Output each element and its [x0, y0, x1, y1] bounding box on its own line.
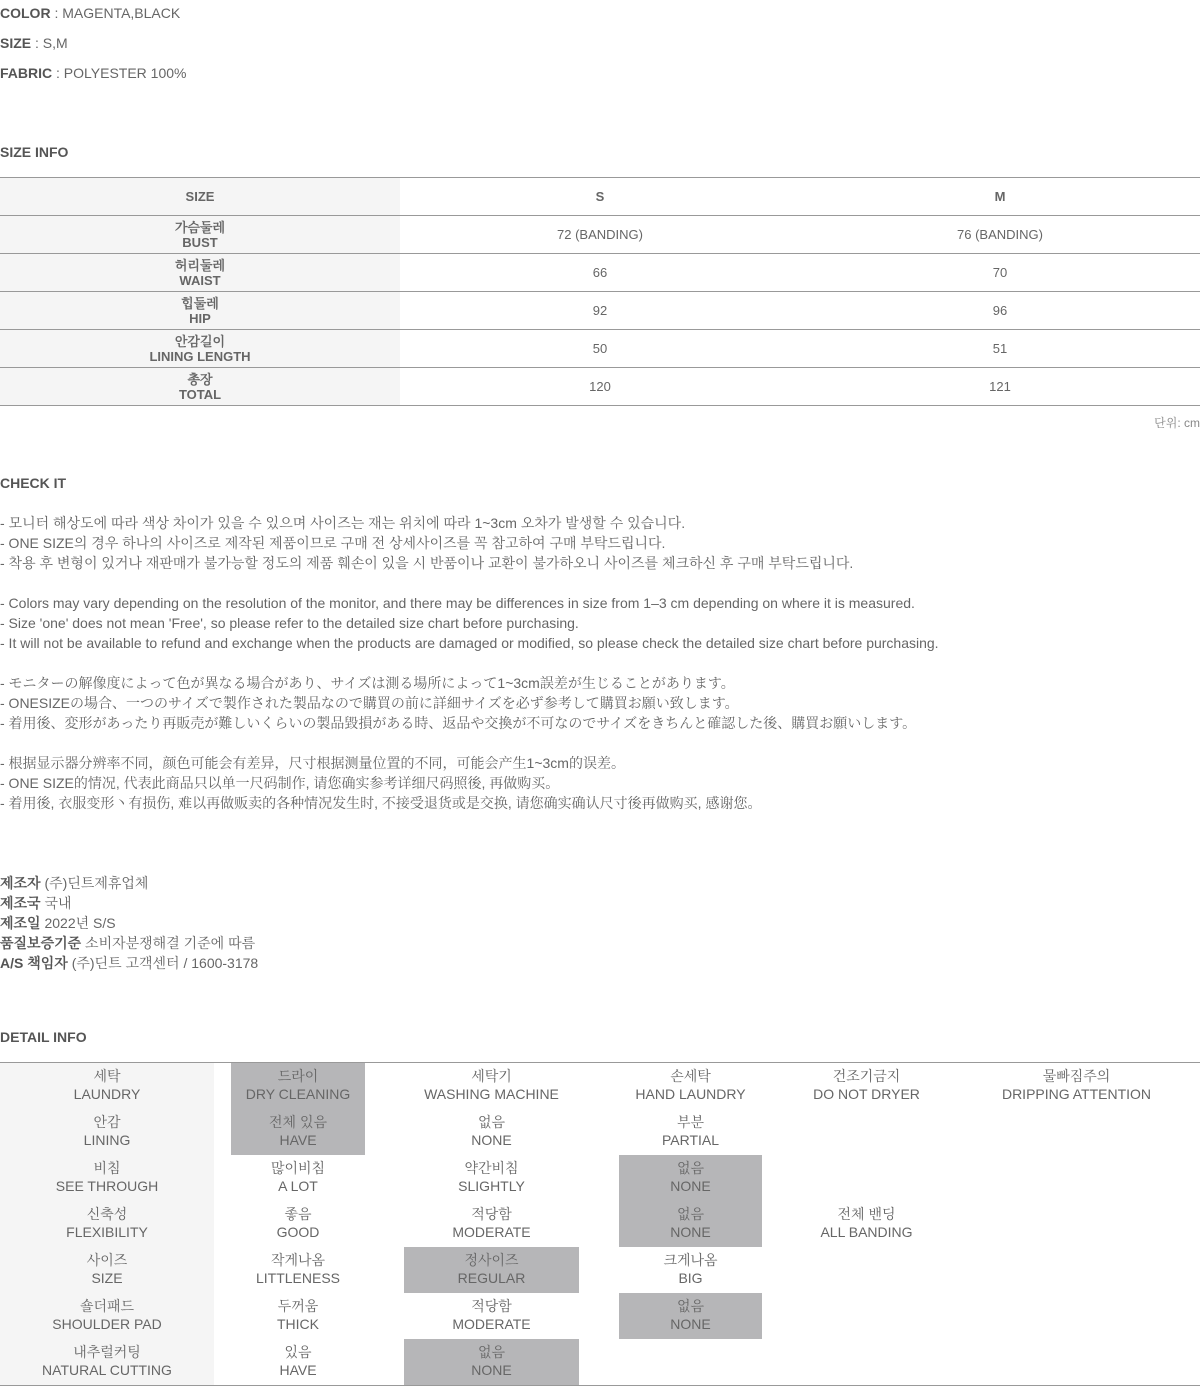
- notes-chinese: [0, 753, 939, 813]
- detail-option: 많이비침 A LOT: [270, 1160, 326, 1194]
- note-line: - ONE SIZE的情况, 代表此商品只以单一尺码制作, 请您确实参考详细尺码照後, 再做购买。: [0, 775, 560, 791]
- spec-fabric: FABRIC : POLYESTER 100%: [0, 65, 187, 81]
- detail-row-label: 숄더패드 SHOULDER PAD: [52, 1298, 162, 1332]
- detail-option: 있음 HAVE: [279, 1344, 317, 1378]
- notes-japanese: [0, 673, 939, 733]
- detail-option: 세탁기 WASHING MACHINE: [424, 1068, 559, 1102]
- measure-label: 안감길이 LINING LENGTH: [0, 330, 400, 368]
- detail-row-label: 사이즈 SIZE: [86, 1252, 128, 1286]
- measure-label: 가슴둘레 BUST: [0, 216, 400, 254]
- detail-option-selected: 없음 NONE: [619, 1201, 762, 1247]
- detail-option: 두꺼움 THICK: [277, 1298, 319, 1332]
- measure-value-s: 72 (BANDING): [400, 216, 800, 254]
- check-it-title: CHECK IT: [0, 475, 67, 491]
- spec-color: COLOR : MAGENTA,BLACK: [0, 5, 181, 21]
- measure-label: 총장 TOTAL: [0, 368, 400, 406]
- detail-row-label: 비침 SEE THROUGH: [55, 1160, 159, 1194]
- note-line: - Size 'one' does not mean 'Free', so please refer to the detailed size chart before purchasing.: [0, 615, 579, 631]
- note-line: - It will not be available to refund and exchange when the products are damaged or modified, so please check the detailed size chart before purchasing.: [0, 635, 939, 651]
- check-it-notes: [0, 513, 939, 813]
- note-line: - モニターの解像度によって色が異なる場合があり、サイズは測る場所によって1~3cm誤差が生じることがあります。: [0, 675, 735, 691]
- size-info-title: SIZE INFO: [0, 144, 69, 160]
- size-row-lining-length: [0, 330, 1200, 368]
- detail-option: 약간비침 SLIGHTLY: [458, 1160, 525, 1194]
- measure-value-m: 70: [800, 254, 1200, 292]
- measure-label: 힙둘레 HIP: [0, 292, 400, 330]
- notes-english: [0, 593, 939, 653]
- note-line: - 根据显示器分辨率不同，颜色可能会有差异，尺寸根据测量位置的不同，可能会产生1~3cm的误差。: [0, 755, 625, 771]
- detail-option: 물빠짐주의 DRIPPING ATTENTION: [1001, 1068, 1152, 1102]
- detail-option: 없음 NONE: [471, 1114, 512, 1148]
- size-row-total: [0, 368, 1200, 406]
- detail-option-selected: 없음 NONE: [404, 1339, 579, 1385]
- detail-option-selected: 드라이 DRY CLEANING: [231, 1063, 365, 1109]
- note-line: - 着用後、変形があったり再販売が難しいくらいの製品毀損がある時、返品や交換が不可なのでサイズをきちんと確認した後、購買お願いします。: [0, 715, 917, 731]
- measure-value-s: 50: [400, 330, 800, 368]
- size-header-m: M: [800, 178, 1200, 216]
- measure-value-m: 121: [800, 368, 1200, 406]
- spec-size: SIZE : S,M: [0, 35, 68, 51]
- measure-value-m: 96: [800, 292, 1200, 330]
- size-table-header: [0, 178, 1200, 216]
- size-row-hip: [0, 292, 1200, 330]
- detail-option: 좋음 GOOD: [276, 1206, 320, 1240]
- maker-line: 제조자 (주)딘트제휴업체: [0, 875, 149, 891]
- note-line: - 착용 후 변형이 있거나 재판매가 불가능할 정도의 제품 훼손이 있을 시 반품이나 교환이 불가하오니 사이즈를 체크하신 후 구매 부탁드립니다.: [0, 555, 854, 571]
- measure-value-m: 76 (BANDING): [800, 216, 1200, 254]
- detail-info-title: DETAIL INFO: [0, 1029, 87, 1045]
- size-header-cell: SIZE: [0, 178, 400, 216]
- note-line: - ONE SIZE의 경우 하나의 사이즈로 제작된 제품이므로 구매 전 상세사이즈를 꼭 참고하여 구매 부탁드립니다.: [0, 535, 666, 551]
- size-row-bust: [0, 216, 1200, 254]
- note-line: - ONESIZEの場合、一つのサイズで製作された製品なので購買の前に詳細サイズを必ず参考して購買お願い致します。: [0, 695, 739, 711]
- detail-option: 적당함 MODERATE: [452, 1298, 531, 1332]
- size-table: [0, 177, 1200, 406]
- detail-option: 손세탁 HAND LAUNDRY: [635, 1068, 746, 1102]
- detail-option: 전체 밴딩 ALL BANDING: [820, 1206, 913, 1240]
- detail-option: 작게나옴 LITTLENESS: [255, 1252, 341, 1286]
- measure-value-s: 66: [400, 254, 800, 292]
- measure-value-m: 51: [800, 330, 1200, 368]
- measure-label: 허리둘레 WAIST: [0, 254, 400, 292]
- detail-row-label: 내추럴커팅 NATURAL CUTTING: [42, 1344, 172, 1378]
- detail-option: 부분 PARTIAL: [661, 1114, 720, 1148]
- detail-row-label: 세탁 LAUNDRY: [73, 1068, 141, 1102]
- detail-row-label: 신축성 FLEXIBILITY: [66, 1206, 148, 1240]
- size-row-waist: [0, 254, 1200, 292]
- detail-option-selected: 전체 있음 HAVE: [231, 1109, 365, 1155]
- detail-option: 적당함 MODERATE: [452, 1206, 531, 1240]
- maker-line: 제조국 국내: [0, 895, 72, 911]
- detail-option-selected: 없음 NONE: [619, 1155, 762, 1201]
- size-header-s: S: [400, 178, 800, 216]
- note-line: - Colors may vary depending on the resolution of the monitor, and there may be differences in size from 1–3 cm depending on where it is measured.: [0, 595, 915, 611]
- notes-korean: [0, 513, 939, 573]
- note-line: - 着用後, 衣服变形丶有损伤, 难以再做贩卖的各种情况发生时, 不接受退货或是交换, 请您确实确认尺寸後再做购买, 感谢您。: [0, 795, 762, 811]
- detail-option-selected: 없음 NONE: [619, 1293, 762, 1339]
- maker-line: A/S 책임자 (주)딘트 고객센터 / 1600-3178: [0, 955, 259, 971]
- detail-option: 크게나옴 BIG: [663, 1252, 718, 1286]
- measure-value-s: 120: [400, 368, 800, 406]
- manufacturer-info: [0, 873, 258, 973]
- maker-line: 제조일 2022년 S/S: [0, 915, 116, 931]
- note-line: - 모니터 해상도에 따라 색상 차이가 있을 수 있으며 사이즈는 재는 위치에 따라 1~3cm 오차가 발생할 수 있습니다.: [0, 515, 686, 531]
- measure-value-s: 92: [400, 292, 800, 330]
- detail-option: 건조기금지 DO NOT DRYER: [813, 1068, 920, 1102]
- unit-note: 단위: cm: [1154, 416, 1200, 430]
- detail-row-label: 안감 LINING: [83, 1114, 131, 1148]
- detail-option-selected: 정사이즈 REGULAR: [404, 1247, 579, 1293]
- maker-line: 품질보증기준 소비자분쟁해결 기준에 따름: [0, 935, 256, 951]
